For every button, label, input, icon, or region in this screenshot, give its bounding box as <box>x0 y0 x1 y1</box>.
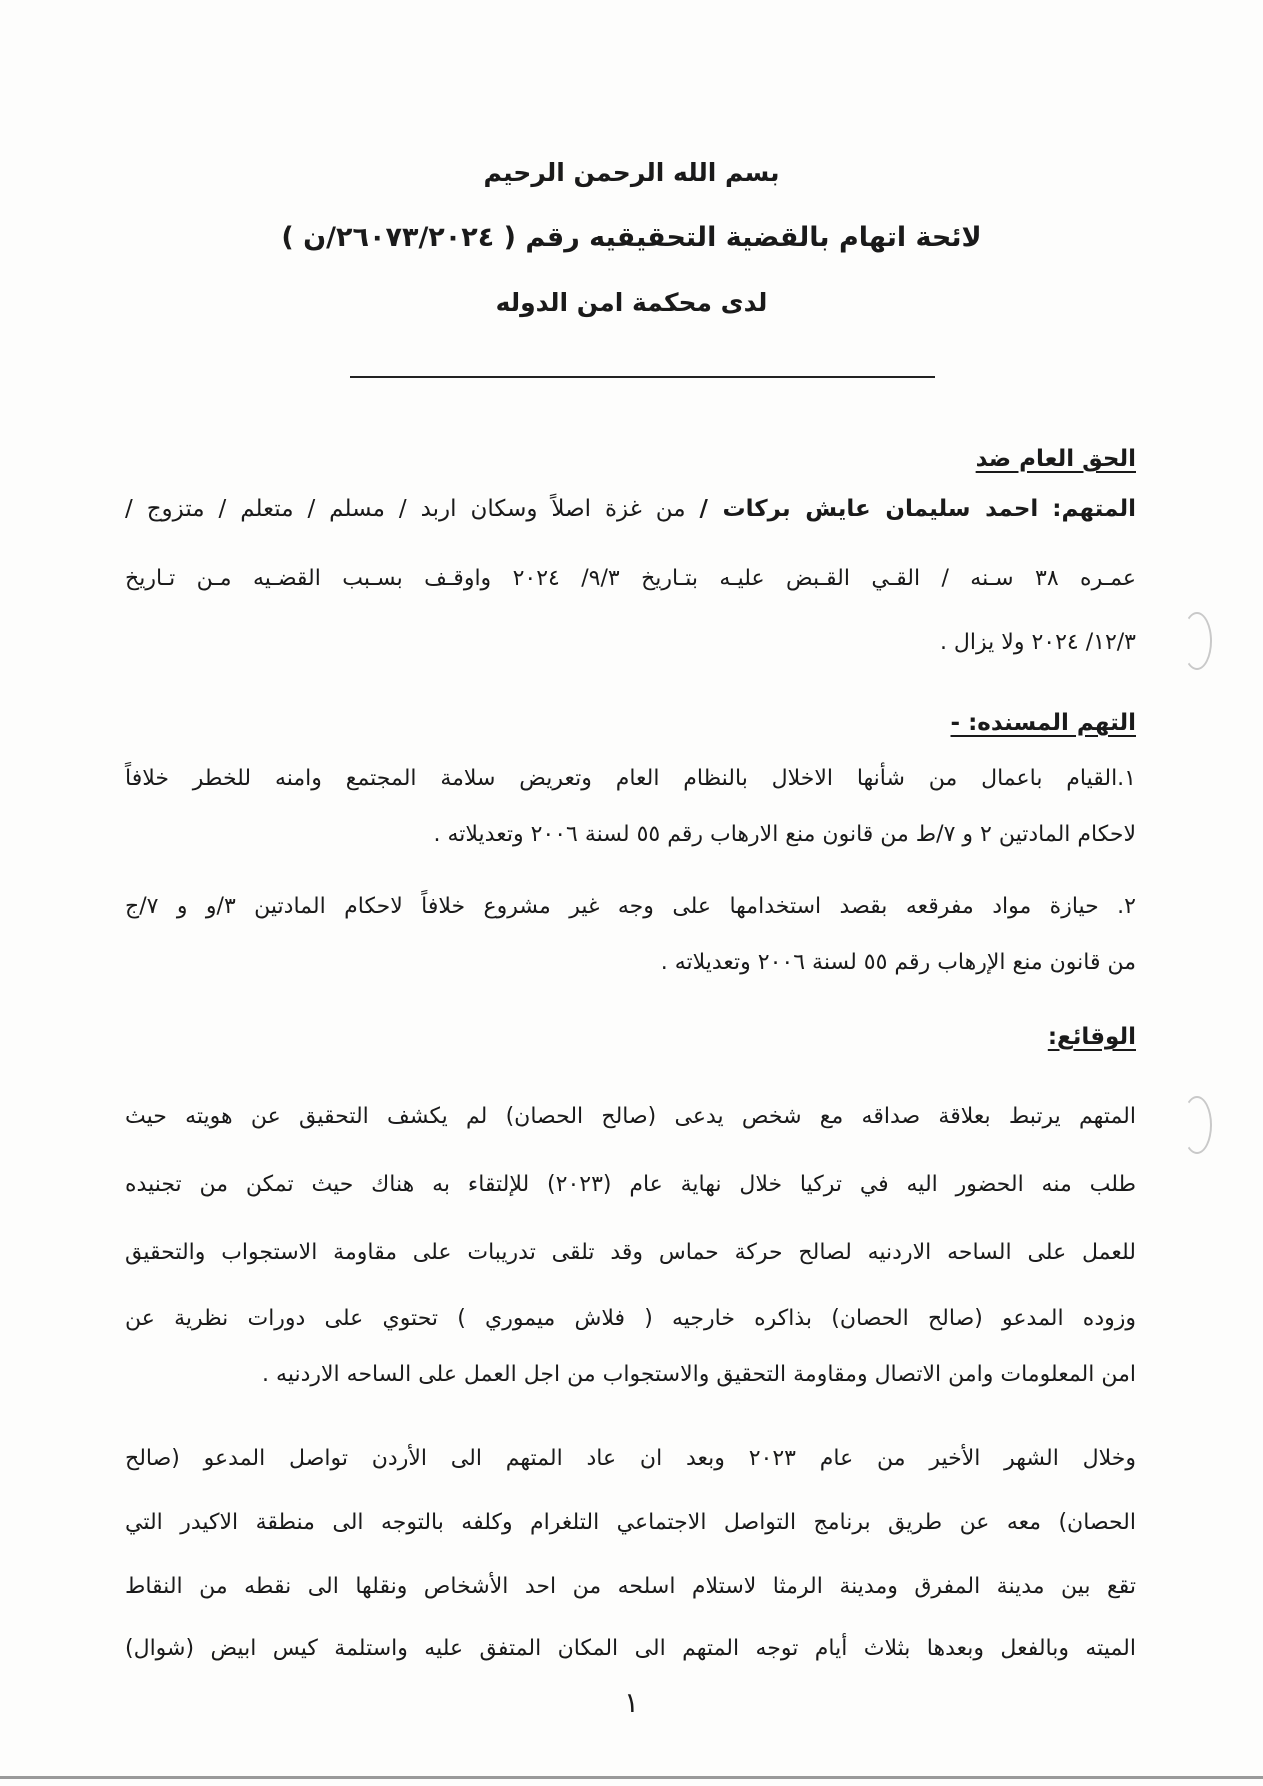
accused-label: المتهم: <box>1052 496 1136 522</box>
accused-details-line-3: ١٢/٣/ ٢٠٢٤ ولا يزال . <box>939 630 1136 655</box>
basmala: بسم الله الرحمن الرحيم <box>483 158 780 187</box>
charge-1-line-1: ١.القيام باعمال من شأنها الاخلال بالنظام العام وتعريض سلامة المجتمع وامنه للخطر خلافاً <box>125 766 1136 791</box>
indictment-title: لائحة اتهام بالقضية التحقيقيه رقم ( ٢٦٠٧٣/٢٠٢٤/ن ) <box>281 222 982 253</box>
facts-p1-line-2: طلب منه الحضور اليه في تركيا خلال نهاية عام (٢٠٢٣) للإلتقاء به هناك حيث تمكن من تجنيده <box>125 1172 1136 1197</box>
accused-name: احمد سليمان عايش بركات / <box>699 496 1039 522</box>
charge-1-line-2: لاحكام المادتين ٢ و ٧/ط من قانون منع الارهاب رقم ٥٥ لسنة ٢٠٠٦ وتعديلاته . <box>433 822 1136 847</box>
facts-p1-line-4: وزوده المدعو (صالح الحصان) بذاكره خارجيه ( فلاش ميموري ) تحتوي على دورات نظرية عن <box>125 1306 1136 1331</box>
facts-p2-line-1: وخلال الشهر الأخير من عام ٢٠٢٣ وبعد ان عاد المتهم الى الأردن تواصل المدعو (صالح <box>125 1446 1136 1471</box>
charges-heading: التهم المسنده: - <box>950 710 1136 736</box>
scan-edge <box>0 1776 1263 1779</box>
facts-heading: الوقائع: <box>1047 1024 1136 1050</box>
page-number: ١ <box>623 1686 640 1719</box>
charge-2-line-2: من قانون منع الإرهاب رقم ٥٥ لسنة ٢٠٠٦ وتعديلاته . <box>660 950 1136 975</box>
accused-line <box>125 496 1136 522</box>
accused-details-line-2: عمـره ٣٨ سـنه / القـي القـبض عليـه بتـاريخ ٩/٣/ ٢٠٢٤ واوقـف بسـبب القضـيه مـن تـاريخ <box>125 566 1137 591</box>
facts-p1-line-5: امن المعلومات وامن الاتصال ومقاومة التحقيق والاستجواب من اجل العمل على الساحه الاردنيه . <box>262 1362 1136 1387</box>
binder-hole-mark <box>1182 1096 1212 1154</box>
charge-2-line-1: ٢. حيازة مواد مفرقعه بقصد استخدامها على وجه غير مشروع خلافاً لاحكام المادتين ٣/و و ٧/ج <box>125 894 1136 919</box>
facts-p2-line-2: الحصان) معه عن طريق برنامج التواصل الاجتماعي التلغرام وكلفه بالتوجه الى منطقة الاكيدر التي <box>125 1510 1136 1535</box>
court-name: لدى محكمة امن الدوله <box>495 288 768 317</box>
binder-hole-mark <box>1182 612 1212 670</box>
header-divider <box>350 376 935 378</box>
facts-p2-line-3: تقع بين مدينة المفرق ومدينة الرمثا لاستلام اسلحه من احد الأشخاص ونقلها الى نقطه من النقاط <box>125 1574 1136 1599</box>
plaintiff-heading: الحق العام ضد <box>975 446 1136 472</box>
accused-details: من غزة اصلاً وسكان اربد / مسلم / متعلم / متزوج / <box>125 496 686 522</box>
facts-p2-line-4: الميته وبالفعل وبعدها بثلاث أيام توجه المتهم الى المكان المتفق عليه واستلمة كيس ابيض (شوال) <box>125 1636 1136 1661</box>
facts-p1-line-1: المتهم يرتبط بعلاقة صداقه مع شخص يدعى (صالح الحصان) لم يكشف التحقيق عن هويته حيث <box>125 1104 1136 1129</box>
facts-p1-line-3: للعمل على الساحه الاردنيه لصالح حركة حماس وقد تلقى تدريبات على مقاومة الاستجواب والتحقيق <box>125 1240 1136 1265</box>
